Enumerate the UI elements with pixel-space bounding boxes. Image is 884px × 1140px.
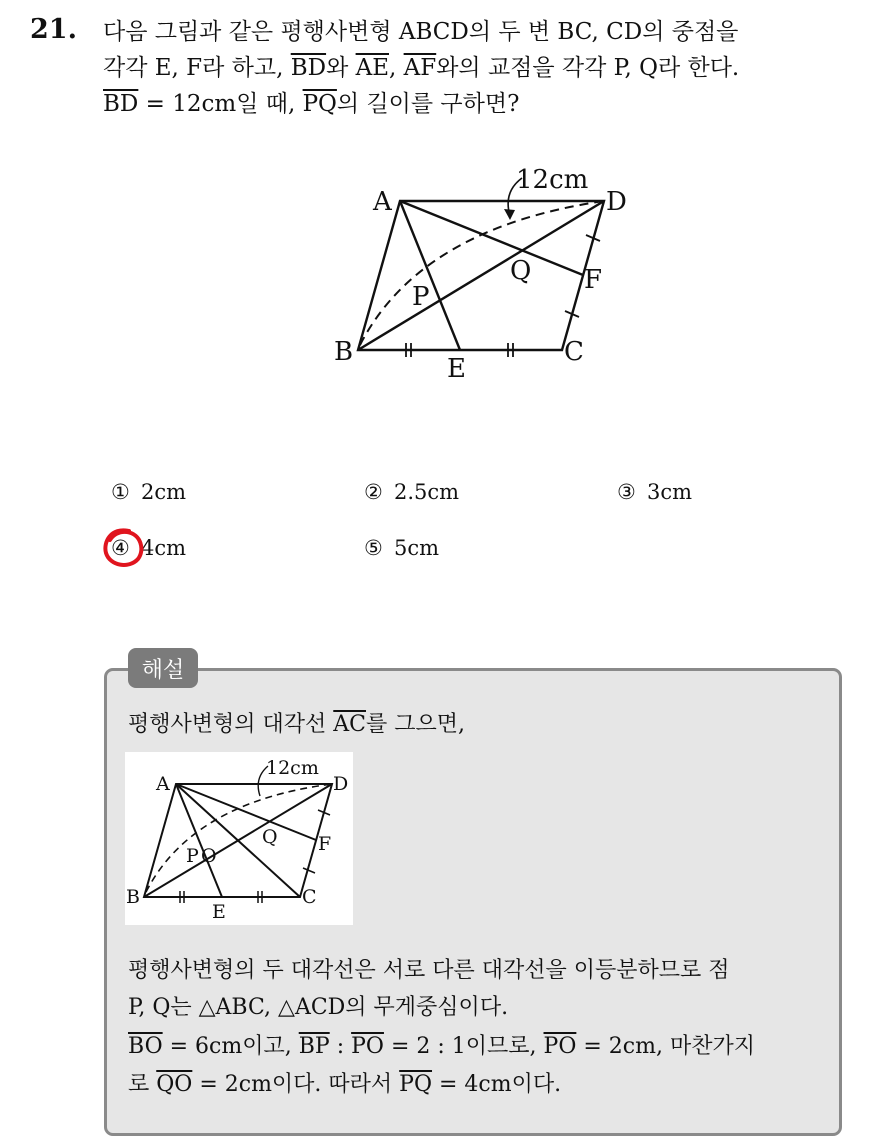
solution-paragraph-2-line-2: P, Q는 △ABC, △ACD의 무게중심이다.: [128, 995, 509, 1020]
label-d: D: [606, 187, 627, 217]
question-line-2: [103, 50, 863, 86]
sol-text-seg: = 2cm, 마찬가지: [576, 1034, 755, 1059]
segment-po: $\overline{PO}$: [543, 1034, 577, 1059]
question-number: 21.: [30, 14, 77, 45]
choice-number: ①: [111, 480, 130, 504]
segment-af: $\overline{AF}$: [403, 55, 437, 81]
label-p: P: [186, 845, 199, 867]
solution-tab: 해설: [128, 648, 198, 688]
sol-text-seg: = 4cm이다.: [432, 1072, 562, 1097]
segment-pq: $\overline{PQ}$: [399, 1072, 433, 1097]
label-e: E: [212, 901, 226, 923]
label-q: Q: [510, 256, 532, 286]
parallelogram-figure: [330, 160, 630, 385]
label-b: B: [126, 886, 140, 908]
segment-af-line: [400, 201, 583, 275]
sol-text-seg: :: [329, 1034, 352, 1059]
sol-text-seg: = 2cm이다. 따라서: [192, 1072, 400, 1097]
arrow-head: [504, 209, 515, 220]
choice-number: ⑤: [364, 536, 383, 560]
label-f: F: [584, 265, 603, 295]
question-line-1: 다음 그림과 같은 평행사변형 ABCD의 두 변 BC, CD의 중점을: [103, 19, 739, 45]
choice-number: ④: [111, 536, 130, 560]
choice-3[interactable]: [617, 480, 692, 504]
choice-text: 5cm: [394, 536, 440, 560]
choice-text: 2cm: [141, 480, 187, 504]
q-text-seg: 와의 교점을 각각 P, Q라 한다.: [436, 55, 740, 81]
choice-text: 3cm: [647, 480, 693, 504]
q-text-seg: ,: [389, 55, 404, 81]
label-a: A: [156, 773, 170, 795]
choice-text: 2.5cm: [394, 480, 460, 504]
segment-bd: $\overline{BD}$: [290, 55, 327, 81]
choice-number: ②: [364, 480, 383, 504]
label-q: Q: [262, 826, 278, 848]
segment-bd: $\overline{BD}$: [103, 91, 139, 117]
label-f: F: [318, 833, 332, 855]
question-text: [103, 14, 863, 122]
answer-circle-mark: [101, 526, 145, 570]
label-p: P: [412, 282, 430, 312]
solution-paragraph-1: [128, 706, 465, 743]
choice-text: 4cm: [141, 536, 187, 560]
solution-paragraph-3: [128, 1028, 755, 1065]
q-text-seg: = 12cm일 때,: [138, 91, 303, 117]
label-12cm: 12cm: [516, 165, 589, 195]
label-c: C: [564, 337, 584, 367]
choice-1[interactable]: [111, 480, 186, 504]
segment-po: $\overline{PO}$: [351, 1034, 384, 1059]
sol-text-seg: = 2 : 1이므로,: [383, 1034, 544, 1059]
choice-5[interactable]: [364, 536, 439, 560]
segment-ae: $\overline{AE}$: [355, 55, 389, 81]
sol-text-seg: 평행사변형의 대각선: [128, 712, 334, 737]
q-text-seg: 와: [326, 55, 356, 81]
segment-bo: $\overline{BO}$: [128, 1034, 163, 1059]
sol-text-seg: 로: [128, 1072, 157, 1097]
label-d: D: [333, 773, 349, 795]
segment-ac: $\overline{AC}$: [333, 712, 366, 737]
solution-paragraph-4: [128, 1066, 561, 1103]
segment-pq: $\overline{PQ}$: [302, 91, 337, 117]
question-line-3: [103, 86, 863, 122]
choice-number: ③: [617, 480, 636, 504]
segment-bp: $\overline{BP}$: [298, 1034, 330, 1059]
label-a: A: [373, 187, 392, 217]
solution-figure-panel: [125, 752, 353, 925]
segment-ae-line: [400, 201, 460, 350]
solution-figure: [125, 752, 353, 925]
diagonal-ac: [176, 784, 300, 897]
label-e: E: [447, 354, 466, 384]
label-b: B: [334, 337, 354, 367]
sol-text-seg: = 6cm이고,: [162, 1034, 299, 1059]
solution-paragraph-2-line-1: 평행사변형의 두 대각선은 서로 다른 대각선을 이등분하므로 점: [128, 958, 730, 983]
sol-text-seg: 를 그으면,: [366, 712, 465, 737]
segment-ae-line: [176, 784, 222, 897]
q-text-seg: 의 길이를 구하면?: [336, 91, 520, 117]
choice-2[interactable]: [364, 480, 459, 504]
segment-af-line: [176, 784, 316, 840]
label-c: C: [302, 886, 317, 908]
q-text-seg: 각각 E, F라 하고,: [103, 55, 291, 81]
label-o: O: [201, 845, 217, 867]
segment-qo: $\overline{QO}$: [156, 1072, 193, 1097]
label-12cm: 12cm: [266, 757, 319, 779]
